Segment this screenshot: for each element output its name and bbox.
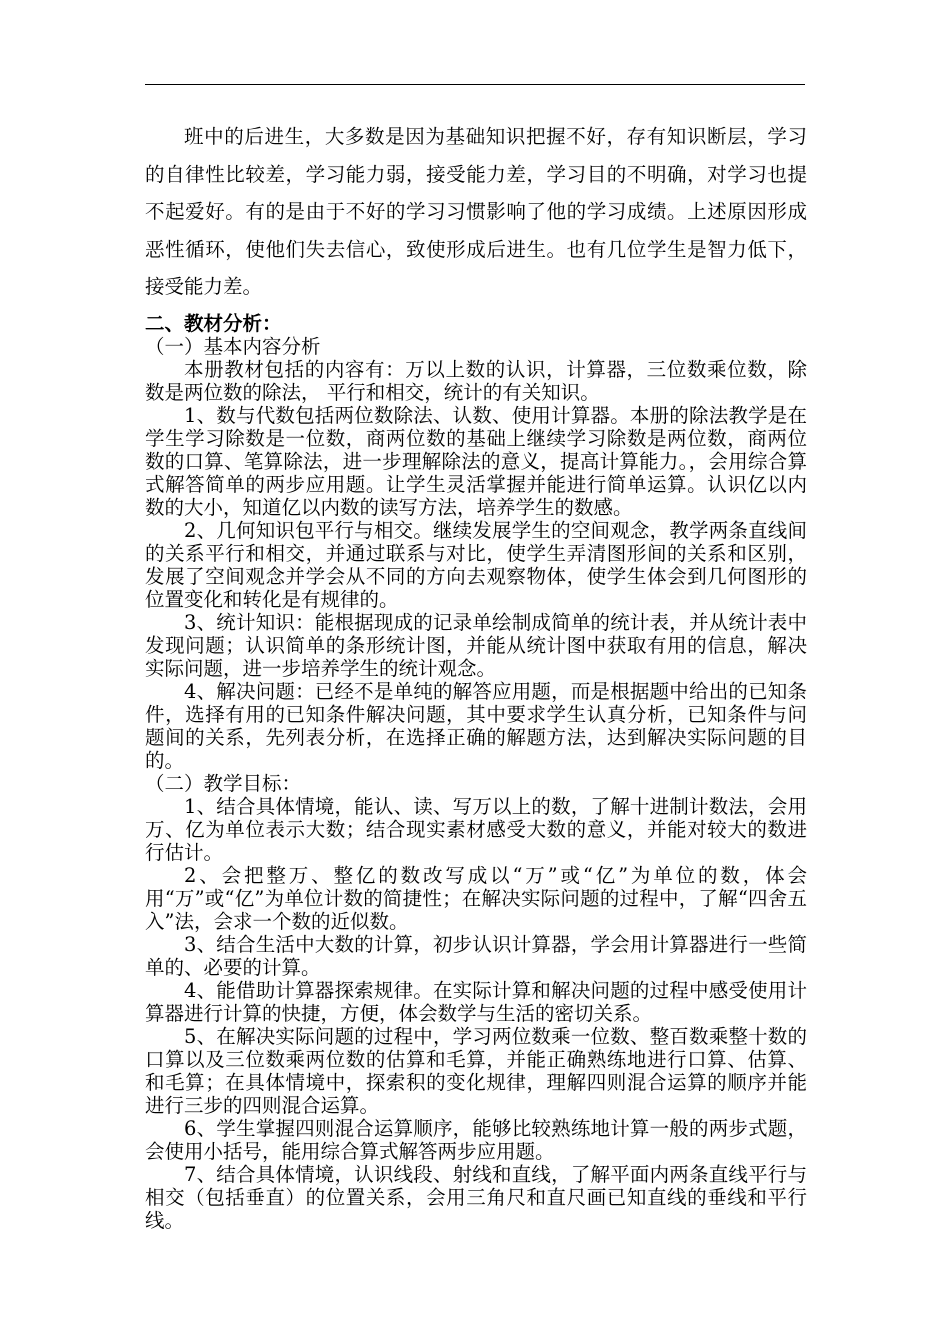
- document-body: [145, 118, 807, 1232]
- intro-paragraph: 班中的后进生，大多数是因为基础知识把握不好，存有知识断层，学习的自律性比较差，学习能力弱，接受能力差，学习目的不明确，对学习也提不起爱好。有的是由于不好的学习习惯影响了他的学习成绩。上述原因形成恶性循环，使他们失去信心，致使形成后进生。也有几位学生是智力低下，接受能力差。: [145, 125, 807, 299]
- subsection-title: （一）基本内容分析: [145, 334, 321, 358]
- paragraph: 本册教材包括的内容有：万以上数的认识，计算器，三位数乘位数，除数是两位数的除法， 平行和相交，统计的有关知识。: [145, 357, 807, 404]
- paragraph: 6、学生掌握四则混合运算顺序，能够比较熟练地计算一般的两步式题，会使用小括号，能用综合算式解答两步应用题。: [145, 1116, 807, 1163]
- subsection-title: （二）教学目标：: [145, 771, 302, 795]
- paragraph: 2、几何知识包平行与相交。继续发展学生的空间观念，教学两条直线间的关系平行和相交，并通过联系与对比，使学生弄清图形间的关系和区别，发展了空间观念并学会从不同的方向去观察物体，使学生体会到几何图形的位置变化和转化是有规律的。: [145, 518, 807, 611]
- paragraph: 1、数与代数包括两位数除法、认数、使用计算器。本册的除法教学是在学生学习除数是一位数，商两位数的基础上继续学习除数是两位数，商两位数的口算、笔算除法，进一步理解除法的意义，提高计算能力。，会用综合算式解答简单的两步应用题。让学生灵活掌握并能进行简单运算。认识亿以内数的大小，知道亿以内数的读写方法，培养学生的数感。: [145, 403, 807, 519]
- paragraph: 3、结合生活中大数的计算，初步认识计算器，学会用计算器进行一些简单的、必要的计算。: [145, 932, 807, 979]
- paragraph: 1、结合具体情境，能认、读、写万以上的数，了解十进制计数法，会用万、亿为单位表示大数；结合现实素材感受大数的意义，并能对较大的数进行估计。: [145, 794, 807, 864]
- paragraph: 3、统计知识：能根据现成的记录单绘制成简单的统计表，并从统计表中发现问题；认识简单的条形统计图，并能从统计图中获取有用的信息，解决实际问题，进一步培养学生的统计观念。: [145, 610, 807, 680]
- paragraph: 4、解决问题：已经不是单纯的解答应用题，而是根据题中给出的已知条件，选择有用的已知条件解决问题，其中要求学生认真分析，已知条件与问题间的关系，先列表分析，在选择正确的解题方法，达到解决实际问题的目的。: [145, 679, 807, 772]
- header-rule: [145, 84, 805, 85]
- paragraph: 2、会把整万、整亿的数改写成以“万”或“亿”为单位的数，体会用“万”或“亿”为单位计数的简捷性；在解决实际问题的过程中，了解“四舍五入”法，会求一个数的近似数。: [145, 863, 807, 933]
- section-title: 二、教材分析：: [145, 311, 282, 335]
- paragraph: 5、在解决实际问题的过程中，学习两位数乘一位数、整百数乘整十数的口算以及三位数乘两位数的估算和毛算，并能正确熟练地进行口算、估算、和毛算；在具体情境中，探索积的变化规律，理解四则混合运算的顺序并能进行三步的四则混合运算。: [145, 1024, 807, 1117]
- paragraph: 4、能借助计算器探索规律。在实际计算和解决问题的过程中感受使用计算器进行计算的快捷，方便，体会数学与生活的密切关系。: [145, 978, 807, 1025]
- paragraph: 7、结合具体情境，认识线段、射线和直线，了解平面内两条直线平行与相交（包括垂直）的位置关系，会用三角尺和直尺画已知直线的垂线和平行线。: [145, 1162, 807, 1232]
